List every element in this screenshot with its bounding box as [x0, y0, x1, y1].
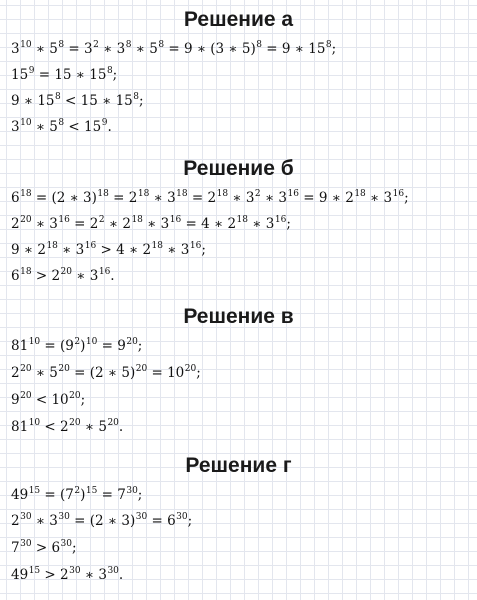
- exponent: 9: [28, 66, 35, 76]
- exponent: 30: [176, 512, 188, 522]
- exponent: 20: [20, 364, 32, 374]
- exponent: 2: [93, 40, 99, 50]
- exponent: 30: [20, 512, 32, 522]
- exponent: 8: [133, 92, 140, 102]
- exponent: 20: [20, 215, 32, 225]
- math-line: $2^{30}$ ∗ $3^{30} = (2$ ∗ $3)^{30} = 6^{30}$;: [11, 512, 193, 529]
- exponent: 16: [58, 215, 70, 225]
- exponent: 15: [85, 486, 98, 496]
- exponent: 20: [20, 391, 32, 401]
- exponent: 8: [256, 40, 262, 50]
- exponent: 30: [126, 486, 138, 496]
- exponent: 16: [287, 189, 299, 199]
- math-line: $81^{10} = (9^2)^{10} = 9^{20}$;: [11, 337, 143, 354]
- math-line: $7^{30} > 6^{30}$;: [11, 539, 77, 556]
- exponent: 2: [98, 215, 105, 225]
- exponent: 20: [69, 391, 81, 401]
- math-line: $9^{20} < 10^{20}$;: [11, 391, 86, 408]
- exponent: 30: [60, 539, 72, 549]
- exponent: 18: [151, 241, 163, 251]
- math-line: $15^9 = 15$ ∗ $15^8$;: [11, 66, 118, 83]
- exponent: 20: [126, 337, 138, 347]
- exponent: 20: [58, 364, 70, 374]
- math-line: $81^{10} < 2^{20}$ ∗ $5^{20}$.: [11, 418, 124, 435]
- solution-section-g: [0, 452, 477, 480]
- exponent: 18: [176, 189, 188, 199]
- exponent: 30: [135, 512, 148, 522]
- exponent: 30: [107, 566, 119, 576]
- math-line: $2^{20}$ ∗ $5^{20} = (2$ ∗ $5)^{20} = 10^{20}$;: [11, 364, 201, 381]
- math-line: $3^{10}$ ∗ $5^8 < 15^9$.: [11, 118, 112, 135]
- exponent: 8: [158, 40, 165, 50]
- exponent: 10: [28, 418, 41, 428]
- math-line: $3^{10}$ ∗ $5^8 = 3^2$ ∗ $3^8$ ∗ $5^8 = 9$ ∗ (3 ∗ 5)$^8$ = 9 ∗ $15^8$;: [11, 40, 337, 57]
- section-title: Решение а: [183, 8, 294, 31]
- exponent: 8: [106, 66, 113, 76]
- exponent: 8: [58, 40, 65, 50]
- exponent: 8: [125, 40, 132, 50]
- math-line: 9 ∗ $2^{18}$ ∗ $3^{16} > 4$ ∗ $2^{18}$ ∗ $3^{16}$;: [11, 241, 206, 258]
- exponent: 16: [84, 241, 97, 251]
- exponent: 18: [46, 241, 58, 251]
- solution-section-b: [0, 155, 477, 183]
- math-line: $49^{15} = (7^2)^{15} = 7^{30}$;: [11, 486, 143, 503]
- math-line: $6^{18} > 2^{20}$ ∗ $3^{16}$.: [11, 267, 115, 284]
- exponent: 30: [20, 539, 32, 549]
- exponent: 15: [28, 486, 41, 496]
- section-title: Решение г: [185, 454, 292, 477]
- exponent: 16: [189, 241, 202, 251]
- exponent: 18: [137, 189, 150, 199]
- exponent: 10: [85, 337, 98, 347]
- exponent: 18: [20, 189, 32, 199]
- exponent: 8: [58, 118, 65, 128]
- exponent: 2: [254, 189, 261, 199]
- exponent: 20: [60, 267, 72, 277]
- exponent: 18: [354, 189, 366, 199]
- exponent: 18: [131, 215, 143, 225]
- exponent: 18: [236, 215, 248, 225]
- exponent: 20: [184, 364, 197, 374]
- exponent: 10: [20, 40, 32, 50]
- exponent: 16: [274, 215, 287, 225]
- exponent: 2: [74, 486, 81, 496]
- exponent: 20: [107, 418, 119, 428]
- exponent: 9: [101, 118, 108, 128]
- exponent: 20: [69, 418, 81, 428]
- exponent: 20: [135, 364, 148, 374]
- section-title: Решение б: [183, 157, 294, 180]
- exponent: 18: [216, 189, 229, 199]
- exponent: 30: [58, 512, 70, 522]
- exponent: 16: [392, 189, 405, 199]
- exponent: 18: [20, 267, 32, 277]
- exponent: 15: [28, 566, 41, 576]
- section-title: Решение в: [183, 305, 294, 328]
- math-line: $49^{15} > 2^{30}$ ∗ $3^{30}$.: [11, 566, 124, 583]
- solution-section-a: [0, 6, 477, 34]
- exponent: 2: [74, 337, 81, 347]
- exponent: 30: [69, 566, 81, 576]
- math-line: $6^{18} = (2$ ∗ $3)^{18} = 2^{18}$ ∗ $3^{18} = 2^{18}$ ∗ $3^2$ ∗ $3^{16} = 9$ ∗ $2^{18}$ ∗ $3^{16}$;: [11, 189, 409, 206]
- exponent: 8: [55, 92, 61, 102]
- exponent: 10: [20, 118, 32, 128]
- math-line: $2^{20}$ ∗ $3^{16} = 2^2$ ∗ $2^{18}$ ∗ $3^{16} = 4$ ∗ $2^{18}$ ∗ $3^{16}$;: [11, 215, 291, 232]
- exponent: 18: [97, 189, 109, 199]
- exponent: 16: [169, 215, 182, 225]
- math-line: 9 ∗ $15^8 < 15$ ∗ $15^8$;: [11, 92, 144, 109]
- exponent: 10: [28, 337, 41, 347]
- exponent: 8: [325, 40, 332, 50]
- solution-section-v: [0, 303, 477, 331]
- exponent: 16: [98, 267, 111, 277]
